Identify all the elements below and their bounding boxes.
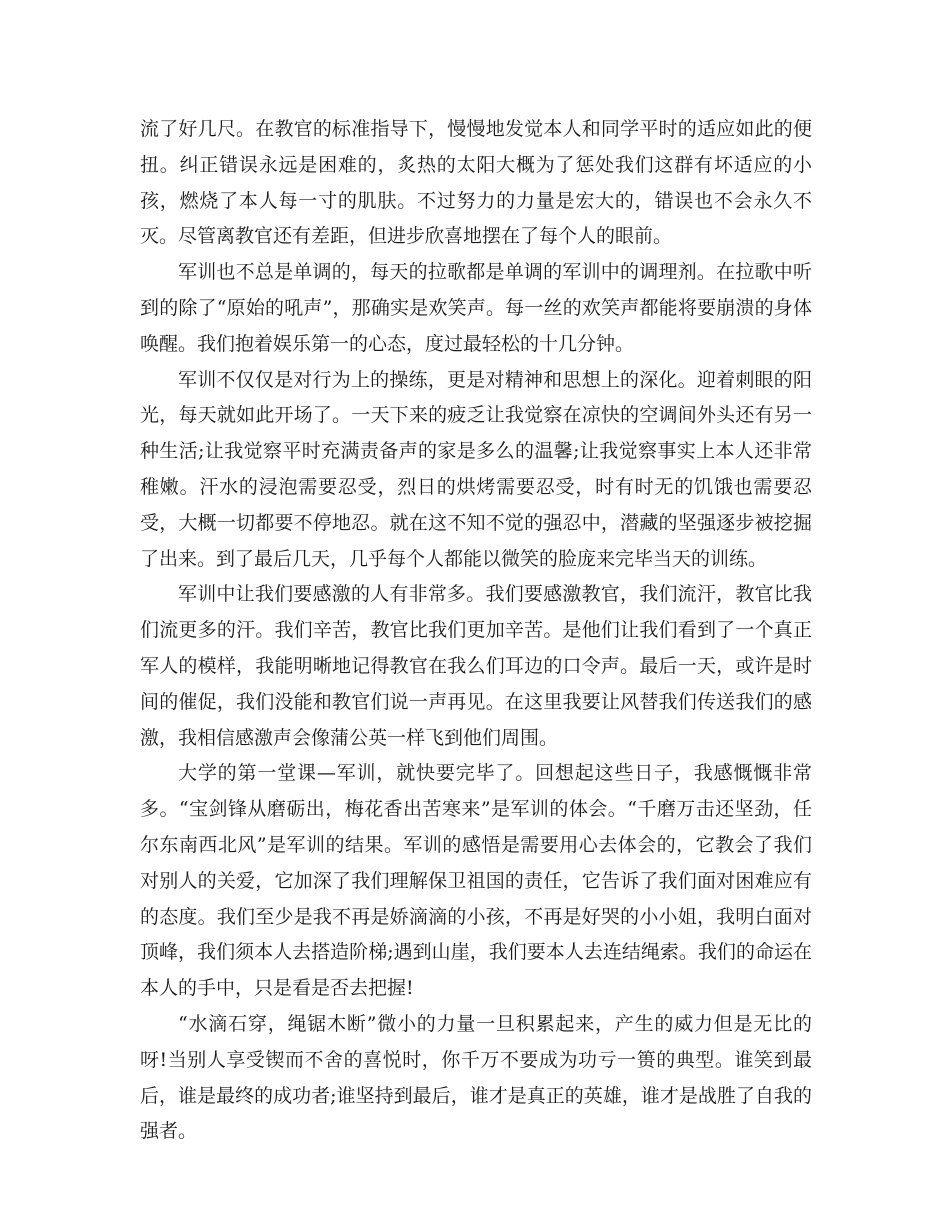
paragraph: 军训中让我们要感激的人有非常多。我们要感激教官，我们流汗，教官比我们流更多的汗。我们辛苦，教官比我们更加辛苦。是他们让我们看到了一个真正军人的模样，我能明晰地记得教官在我么们耳边的口令声。最后一天，或许是时间的催促，我们没能和教官们说一声再见。在这里我要让风替我们传送我们的感激，我相信感激声会像蒲公英一样飞到他们周围。 (140, 583, 812, 749)
paragraph: 军训也不总是单调的，每天的拉歌都是单调的军训中的调理剂。在拉歌中听到的除了“原始的吼声”，那确实是欢笑声。每一丝的欢笑声都能将要崩溃的身体唤醒。我们抱着娱乐第一的心态，度过最轻松的十几分钟。 (140, 261, 812, 355)
paragraph-continued: 流了好几尺。在教官的标准指导下，慢慢地发觉本人和同学平时的适应如此的便扭。纠正错误永远是困难的，炙热的太阳大概为了惩处我们这群有坏适应的小孩，燃烧了本人每一寸的肌肤。不过努力的力量是宏大的，错误也不会永久不灭。尽管离教官还有差距，但进步欣喜地摆在了每个人的眼前。 (140, 118, 812, 248)
paragraph: 军训不仅仅是对行为上的操练，更是对精神和思想上的深化。迎着刺眼的阳光，每天就如此开场了。一天下来的疲乏让我觉察在凉快的空调间外头还有另一种生活;让我觉察平时充满责备声的家是多么的温馨;让我觉察事实上本人还非常稚嫩。汗水的浸泡需要忍受，烈日的烘烤需要忍受，时有时无的饥饿也需要忍受，大概一切都要不停地忍。就在这不知不觉的强忍中，潜藏的坚强逐步被挖掘了出来。到了最后几天，几乎每个人都能以微笑的脸庞来完毕当天的训练。 (140, 368, 812, 570)
paragraph: 大学的第一堂课—军训，就快要完毕了。回想起这些日子，我感慨慨非常多。“宝剑锋从磨砺出，梅花香出苦寒来”是军训的体会。“千磨万击还坚劲，任尔东南西北风”是军训的结果。军训的感悟是需要用心去体会的，它教会了我们对别人的关爱，它加深了我们理解保卫祖国的责任，它告诉了我们面对困难应有的态度。我们至少是我不再是娇滴滴的小孩，不再是好哭的小小姐，我明白面对顶峰，我们须本人去搭造阶梯;遇到山崖，我们要本人去连结绳索。我们的命运在本人的手中，只是看是否去把握! (140, 762, 812, 1000)
body-text (140, 112, 812, 1150)
paragraph: “水滴石穿，绳锯木断”微小的力量一旦积累起来，产生的威力但是无比的呀!当别人享受锲而不舍的喜悦时，你千万不要成为功亏一篑的典型。谁笑到最后，谁是最终的成功者;谁坚持到最后，谁才是真正的英雄，谁才是战胜了自我的强者。 (140, 1012, 812, 1143)
